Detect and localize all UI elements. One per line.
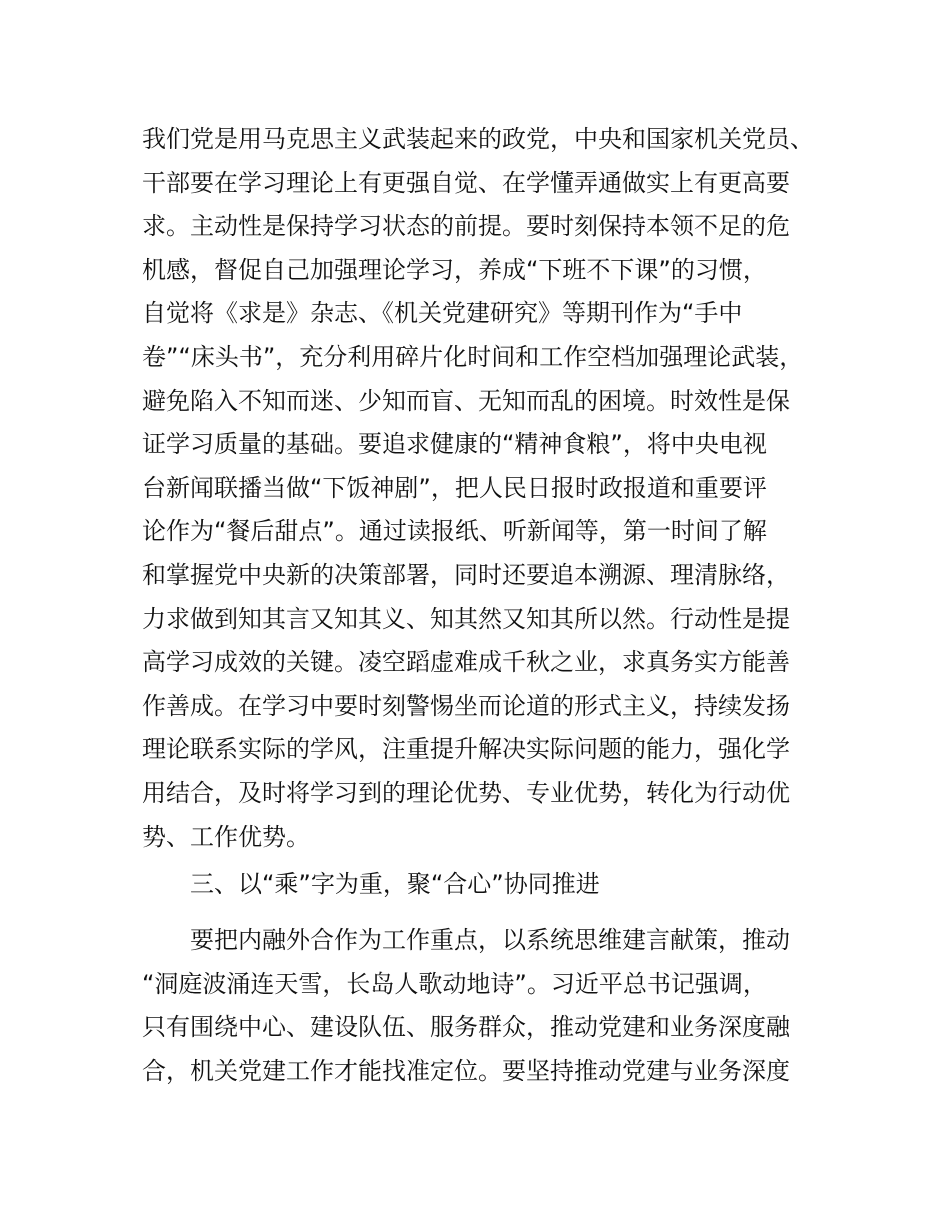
paragraph-line: 作善成。在学习中要时刻警惕坐而论道的形式主义，持续发扬 [142,691,790,720]
section-heading-text: 三、以“乘”字为重，聚“合心”协同推进 [190,870,600,898]
body-paragraph-2 [142,919,832,1093]
paragraph-line: 论作为“餐后甜点”。通过读报纸、听新闻等，第一时间了解 [142,517,767,546]
paragraph-line: 只有围绕中心、建设队伍、服务群众，推动党建和业务深度融 [142,1013,790,1042]
paragraph-line: 高学习成效的关键。凌空蹈虚难成千秋之业，求真务实方能善 [142,648,790,677]
paragraph-line: 我们党是用马克思主义武装起来的政党，中央和国家机关党员、 [142,125,814,153]
paragraph-line: 台新闻联播当做“下饭神剧”，把人民日报时政报道和重要评 [142,473,767,502]
paragraph-line: 和掌握党中央新的决策部署，同时还要追本溯源、理清脉络， [142,560,790,589]
paragraph-line: 势、工作优势。 [142,822,310,851]
paragraph-line: 要把内融外合作为工作重点，以系统思维建言献策，推动 [190,926,790,954]
paragraph-line: 理论联系实际的学风，注重提升解决实际问题的能力，强化学 [142,735,790,764]
paragraph-line: 避免陷入不知而迷、少知而盲、无知而乱的困境。时效性是保 [142,386,790,415]
section-heading [190,863,830,907]
paragraph-line: “洞庭波涌连天雪，长岛人歌动地诗”。习近平总书记强调， [142,969,767,998]
paragraph-line: 用结合，及时将学习到的理论优势、专业优势，转化为行动优 [142,778,790,807]
paragraph-line: 合，机关党建工作才能找准定位。要坚持推动党建与业务深度 [142,1056,790,1085]
paragraph-line: 干部要在学习理论上有更强自觉、在学懂弄通做实上有更高要 [142,168,790,197]
paragraph-line: 求。主动性是保持学习状态的前提。要时刻保持本领不足的危 [142,212,790,241]
body-paragraph-1 [142,118,832,859]
paragraph-line: 证学习质量的基础。要追求健康的“精神食粮”，将中央电视 [142,430,767,459]
paragraph-line: 自觉将《求是》杂志、《机关党建研究》等期刊作为“手中 [142,299,743,328]
paragraph-line: 卷”“床头书”，充分利用碎片化时间和工作空档加强理论武装， [142,342,804,371]
paragraph-line: 机感，督促自己加强理论学习，养成“下班不下课”的习惯， [142,255,767,284]
paragraph-line: 力求做到知其言又知其义、知其然又知其所以然。行动性是提 [142,604,790,633]
